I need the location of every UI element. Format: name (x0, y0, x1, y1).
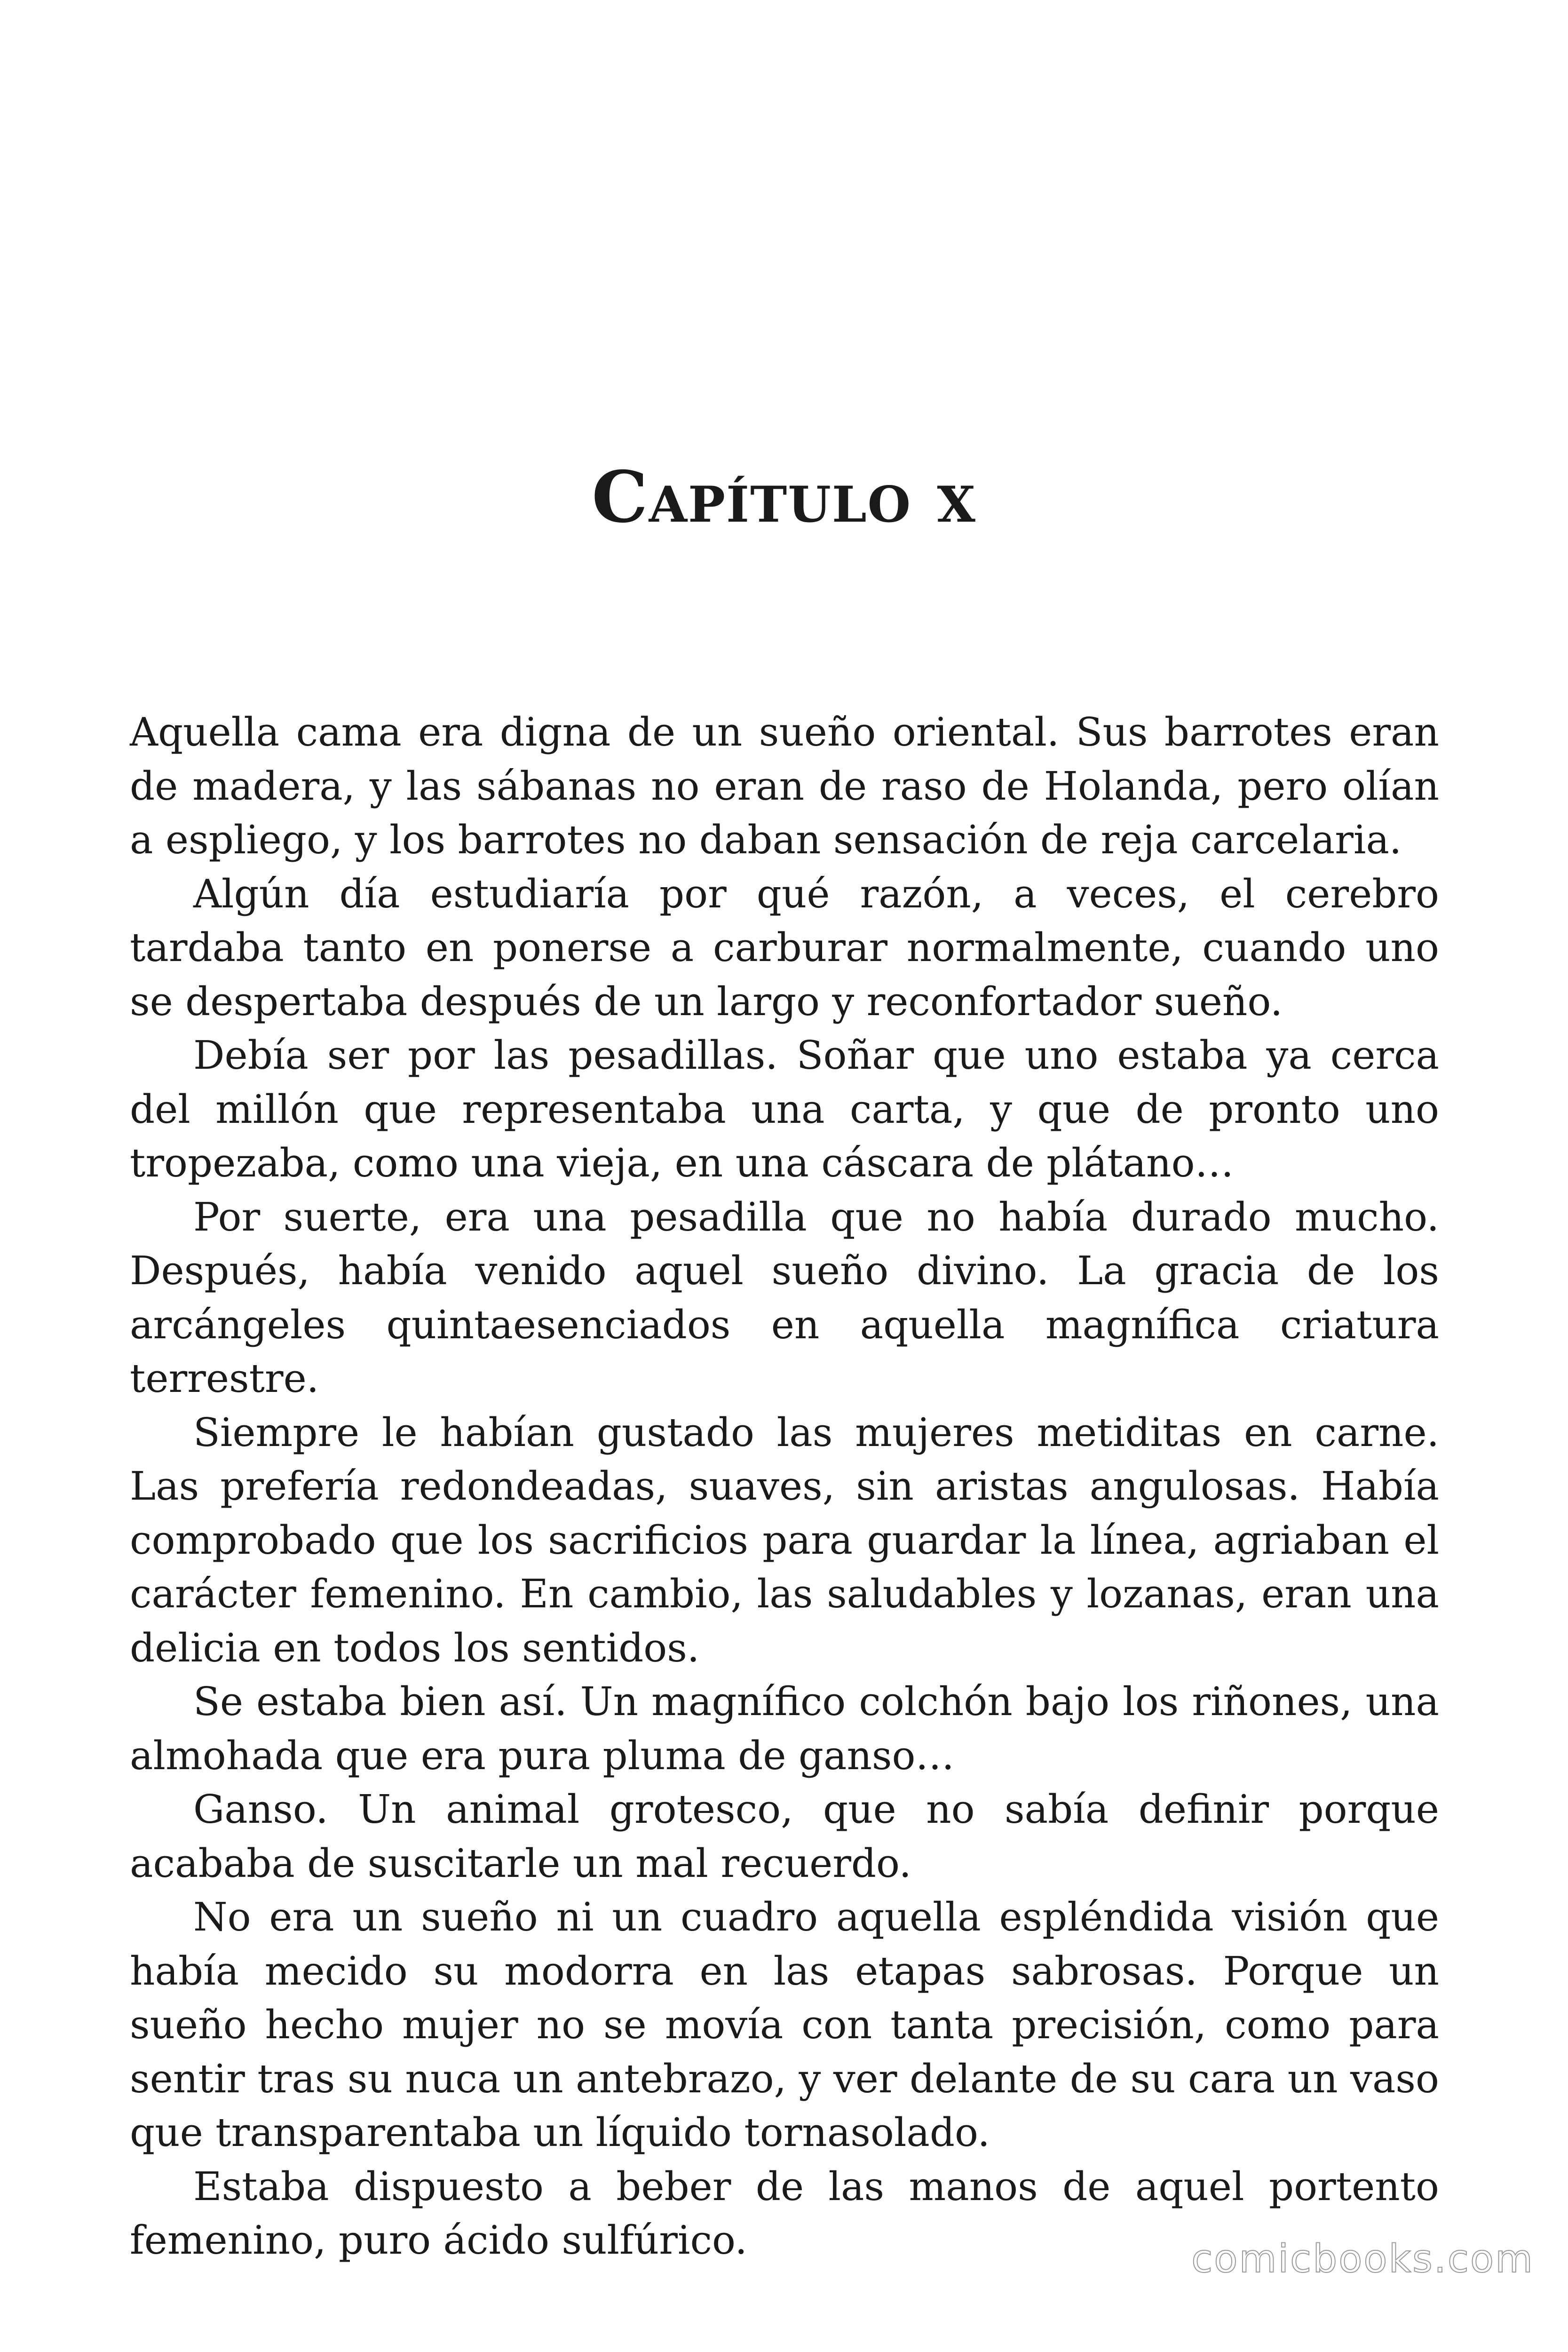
paragraph: Siempre le habían gustado las mujeres metiditas en carne. Las prefería redondeadas, suaves, sin aristas angulosas. Había comprobado que los sacrificios para guardar la línea, agriaban el carácter femenino. En cambio, las saludables y lozanas, eran una delicia en todos los sentidos. (130, 1409, 1439, 1671)
paragraph: Algún día estudiaría por qué razón, a veces, el cerebro tardaba tanto en ponerse a carburar normalmente, cuando uno se despertaba después de un largo y reconfortador sueño. (130, 871, 1439, 1025)
paragraph: No era un sueño ni un cuadro aquella espléndida visión que había mecido su modorra en las etapas sabrosas. Porque un sueño hecho mujer no se movía con tanta precisión, como para sentir tras su nuca un antebrazo, y ver delante de su cara un vaso que transparentaba un líquido tornasolado. (130, 1894, 1439, 2155)
paragraph: Por suerte, era una pesadilla que no había durado mucho. Después, había venido aquel sueño divino. La gracia de los arcángeles quintaesenciados en aquella magnífica criatura terrestre. (130, 1194, 1439, 1401)
paragraph: Aquella cama era digna de un sueño oriental. Sus barrotes eran de madera, y las sábanas no eran de raso de Holanda, pero olían a espliego, y los barrotes no daban sensación de reja carcelaria. (130, 709, 1439, 863)
paragraph: Estaba dispuesto a beber de las manos de aquel portento femenino, puro ácido sulfúrico. (130, 2163, 1439, 2263)
paragraph: Debía ser por las pesadillas. Soñar que uno estaba ya cerca del millón que representaba una carta, y que de pronto uno tropezaba, como una vieja, en una cáscara de plátano… (130, 1033, 1439, 1186)
chapter-title (0, 456, 1568, 539)
chapter-body (130, 706, 1439, 2268)
watermark: comicbooks.com (1191, 2237, 1534, 2281)
paragraph: Ganso. Un animal grotesco, que no sabía definir porque acababa de suscitarle un mal recuerdo. (130, 1787, 1439, 1886)
chapter-title-text: Capítulo x (592, 456, 976, 539)
paragraph: Se estaba bien así. Un magnífico colchón bajo los riñones, una almohada que era pura pluma de ganso… (130, 1679, 1439, 1779)
